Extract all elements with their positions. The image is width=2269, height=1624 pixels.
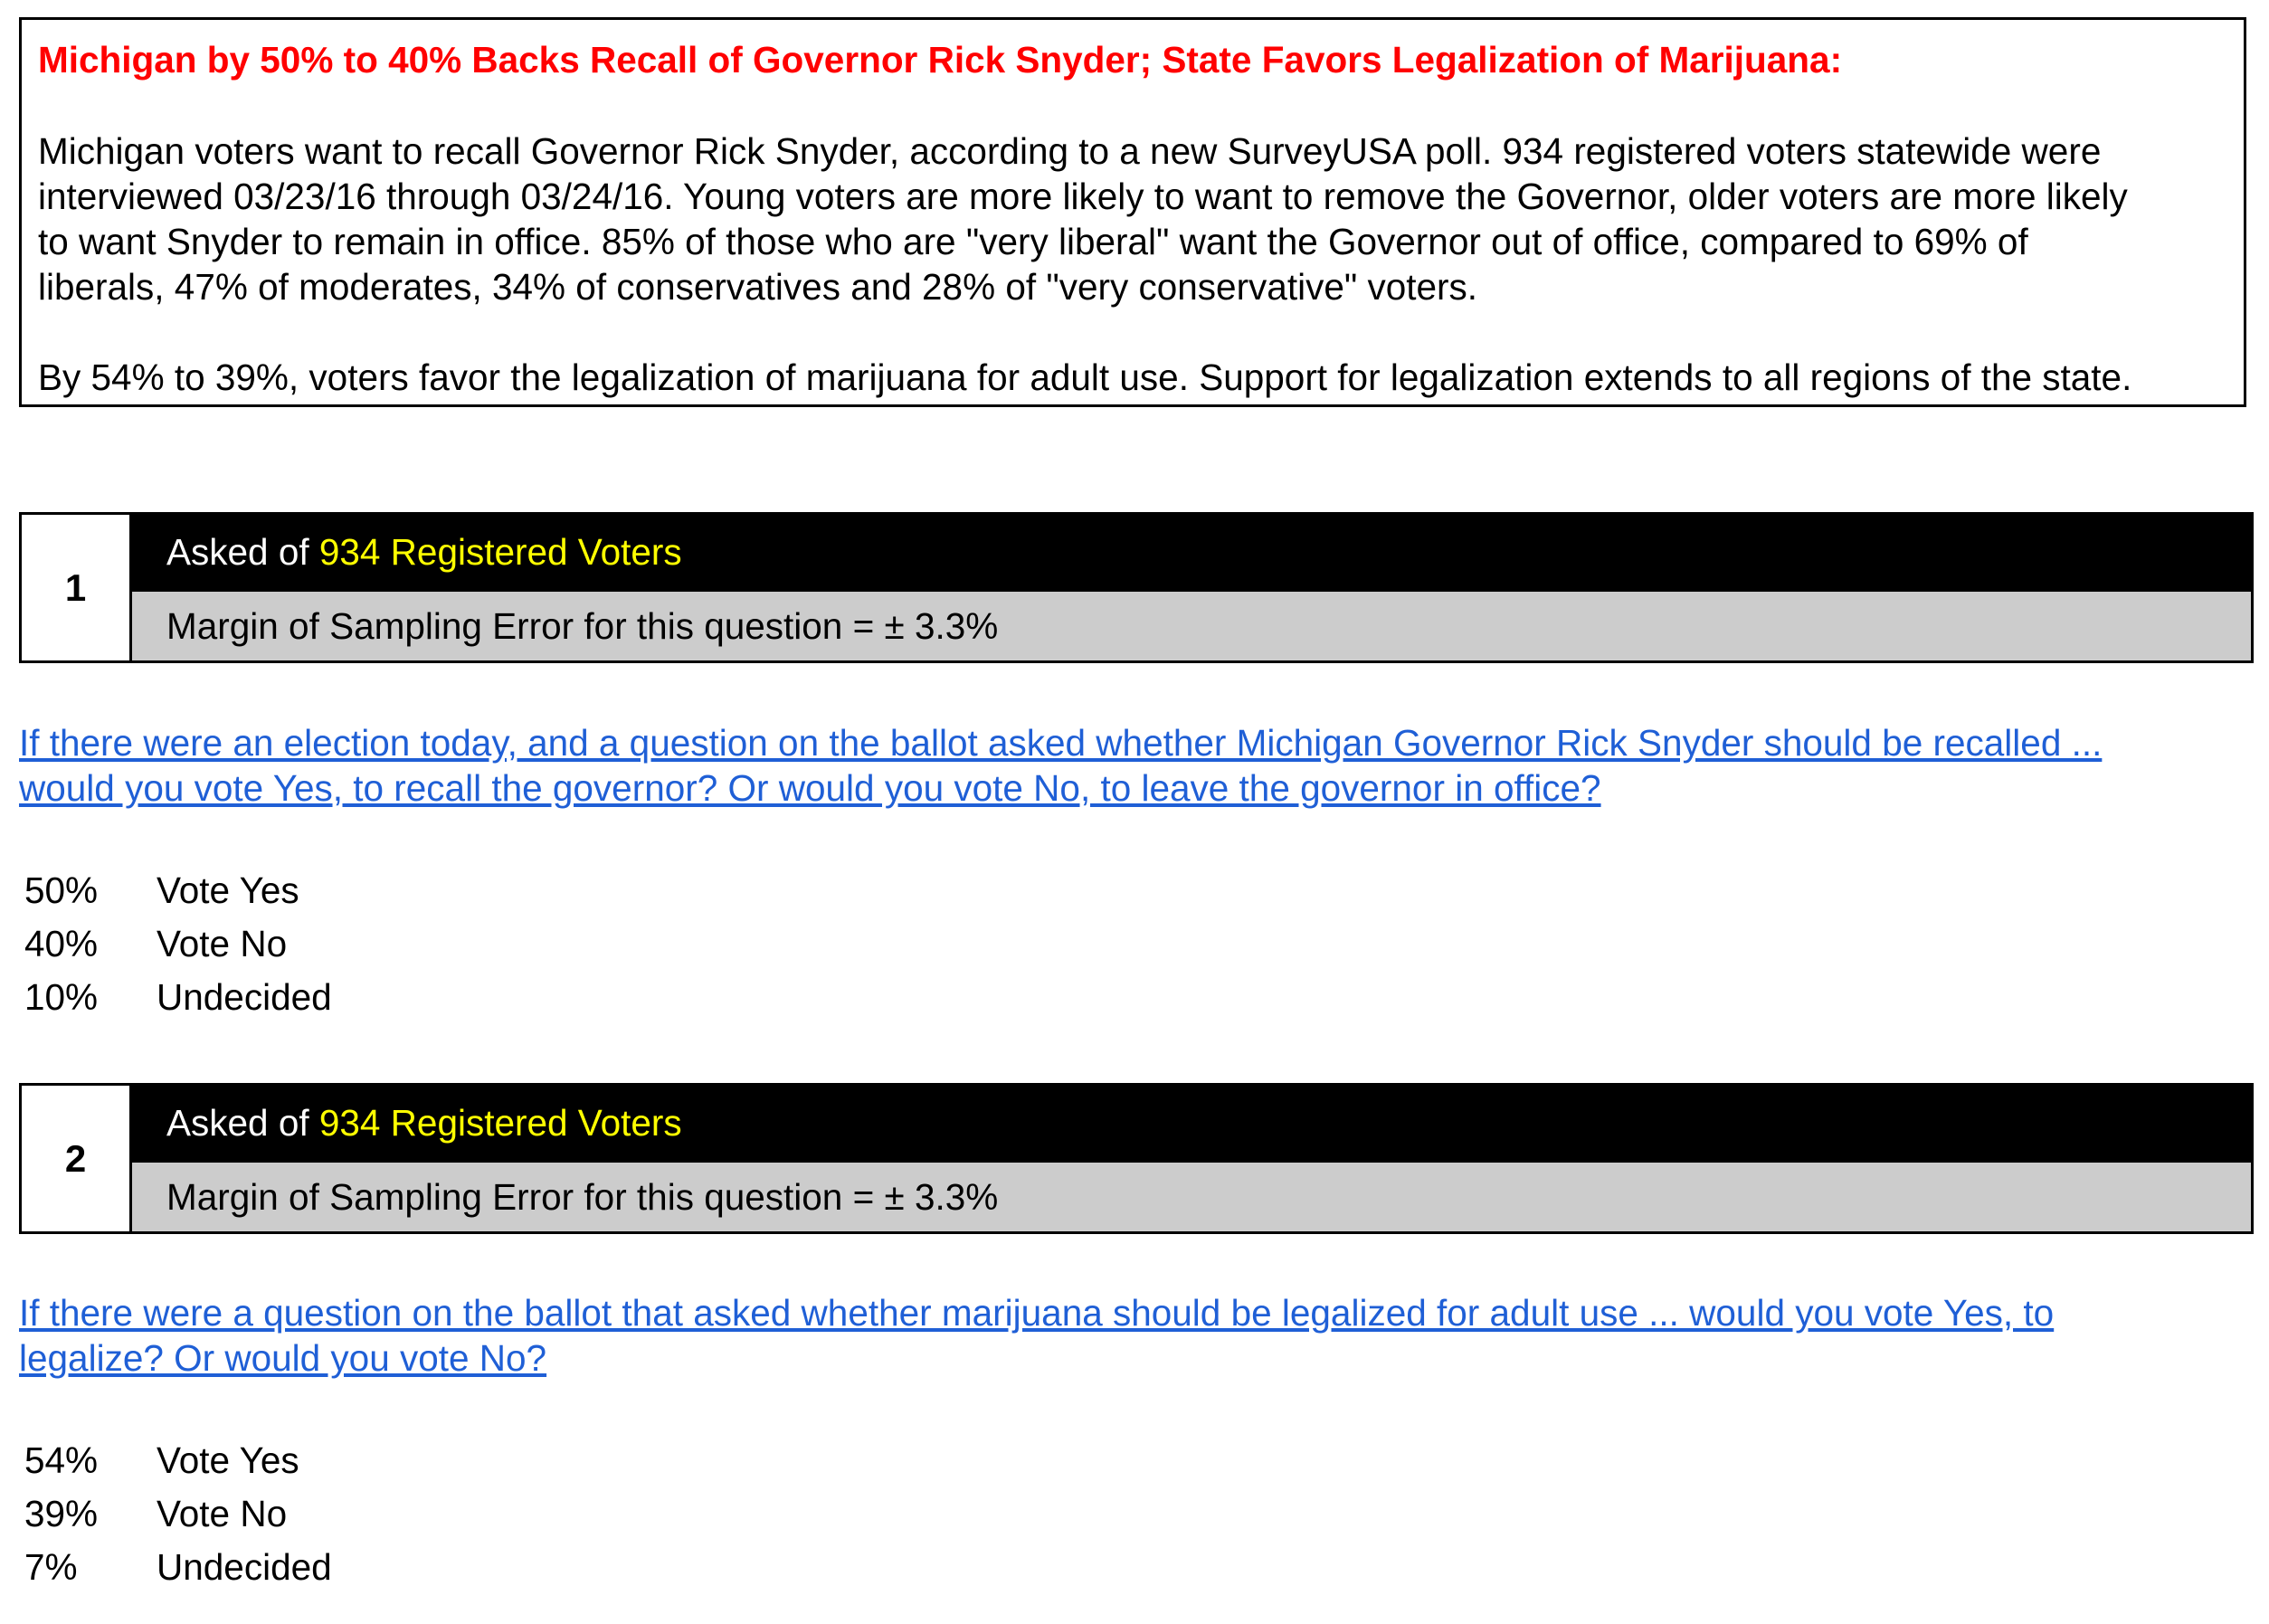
question-2-header — [19, 1083, 2254, 1234]
result-row — [24, 1438, 332, 1491]
margin-of-error: Margin of Sampling Error for this question = ± 3.3% — [132, 589, 2251, 660]
result-pct: 40% — [24, 923, 99, 964]
question-2-link[interactable] — [19, 1290, 2245, 1381]
question-1-header — [19, 512, 2254, 663]
question-number: 1 — [22, 515, 132, 660]
question-number: 2 — [22, 1086, 132, 1231]
asked-group: 934 Registered Voters — [318, 1102, 682, 1144]
question-line[interactable]: would you vote Yes, to recall the governor? Or would you vote No, to leave the governor in office? — [19, 767, 1601, 809]
margin-of-error: Margin of Sampling Error for this question = ± 3.3% — [132, 1160, 2251, 1231]
asked-prefix: Asked of — [166, 1102, 309, 1144]
result-label: Undecided — [157, 976, 332, 1018]
summary-line: to want Snyder to remain in office. 85% of those who are "very liberal" want the Governor out of office, compared to 69% of — [38, 221, 2028, 262]
asked-of-bar — [132, 515, 2251, 589]
result-pct: 50% — [24, 869, 99, 911]
question-line[interactable]: If there were an election today, and a question on the ballot asked whether Michigan Governor Rick Snyder should be recalled ... — [19, 722, 2103, 764]
result-label: Vote Yes — [157, 869, 299, 911]
summary-box — [19, 17, 2246, 407]
question-2-results — [24, 1438, 332, 1598]
result-label: Vote Yes — [157, 1439, 299, 1481]
question-line[interactable]: If there were a question on the ballot that asked whether marijuana should be legalized for adult use ... would you vote Yes, to — [19, 1292, 2055, 1334]
result-row — [24, 921, 332, 974]
result-pct: 10% — [24, 976, 99, 1018]
result-row — [24, 974, 332, 1028]
question-line[interactable]: legalize? Or would you vote No? — [19, 1337, 547, 1379]
result-row — [24, 1544, 332, 1598]
summary-line: Michigan voters want to recall Governor Rick Snyder, according to a new SurveyUSA poll. 934 registered voters statewide were — [38, 130, 2102, 172]
asked-prefix: Asked of — [166, 531, 309, 573]
result-pct: 39% — [24, 1493, 99, 1534]
result-pct: 7% — [24, 1546, 78, 1588]
asked-group: 934 Registered Voters — [318, 531, 682, 573]
summary-paragraph-2: By 54% to 39%, voters favor the legalization of marijuana for adult use. Support for legalization extends to all regions of the state. — [38, 356, 2132, 398]
question-1-link[interactable] — [19, 720, 2245, 811]
summary-paragraph-1 — [38, 128, 2227, 309]
headline: Michigan by 50% to 40% Backs Recall of Governor Rick Snyder; State Favors Legalization of Marijuana: — [38, 39, 1843, 81]
result-row — [24, 1491, 332, 1544]
asked-of-bar — [132, 1086, 2251, 1160]
result-label: Vote No — [157, 923, 288, 964]
question-1-results — [24, 868, 332, 1028]
result-label: Vote No — [157, 1493, 288, 1534]
result-label: Undecided — [157, 1546, 332, 1588]
result-row — [24, 868, 332, 921]
summary-line: liberals, 47% of moderates, 34% of conservatives and 28% of "very conservative" voters. — [38, 266, 1478, 308]
result-pct: 54% — [24, 1439, 99, 1481]
summary-line: interviewed 03/23/16 through 03/24/16. Young voters are more likely to want to remove the Governor, older voters are more likely — [38, 176, 2128, 217]
